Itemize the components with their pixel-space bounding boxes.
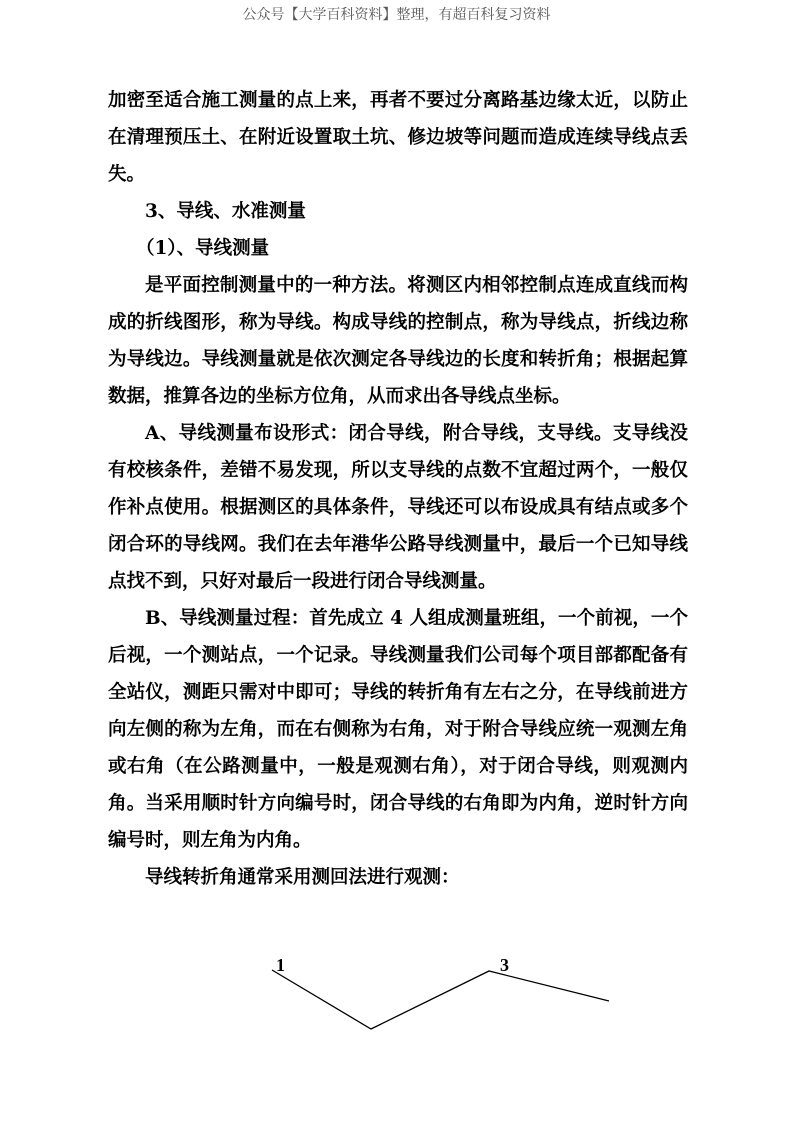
document-body [108, 82, 688, 896]
paragraph-survey-process: B、导线测量过程：首先成立 4 人组成测量班组，一个前视，一个后视，一个测站点，一个记录。导线测量我们公司每个项目部都配备有全站仪，测距只需对中即可；导线的转折角有左右之分，在导线前进方向左侧的称为左角，而在右侧称为右角，对于附合导线应统一观测左角或右角（在公路测量中，一般是观测右角），对于闭合导线，则观测内角。当采用顺时针方向编号时，闭合导线的右角即为内角，逆时针方向编号时，则左角为内角。 [108, 608, 688, 851]
paragraph-continuation: 加密至适合施工测量的点上来，再者不要过分离路基边缘太近，以防止在清理预压土、在附近设置取土坑、修边坡等问题而造成连续导线点丢失。 [108, 90, 688, 185]
page-header: 公众号【大学百科资料】整理，有超百科复习资料 [242, 7, 551, 23]
traverse-line [272, 970, 609, 1029]
point-label-3: 3 [500, 955, 509, 975]
section-heading-3: 3、导线、水准测量 [145, 201, 306, 222]
point-label-1: 1 [276, 955, 285, 975]
paragraph-layout-forms: A、导线测量布设形式：闭合导线，附合导线，支导线。支导线没有校核条件，差错不易发现，所以支导线的点数不宜超过两个，一般仅作补点使用。根据测区的具体条件，导线还可以布设成具有结点或多个闭合环的导线网。我们在去年港华公路导线测量中，最后一个已知导线点找不到，只好对最后一段进行闭合导线测量。 [108, 423, 688, 592]
subsection-heading-1: （1）、导线测量 [136, 238, 270, 259]
paragraph-traverse-definition: 是平面控制测量中的一种方法。将测区内相邻控制点连成直线而构成的折线图形，称为导线。构成导线的控制点，称为导线点，折线边称为导线边。导线测量就是依次测定各导线边的长度和转折角；根据起算数据，推算各边的坐标方位角，从而求出各导线点坐标。 [108, 275, 688, 407]
paragraph-angle-observation: 导线转折角通常采用测回法进行观测： [145, 867, 460, 888]
traverse-diagram [0, 940, 793, 1070]
